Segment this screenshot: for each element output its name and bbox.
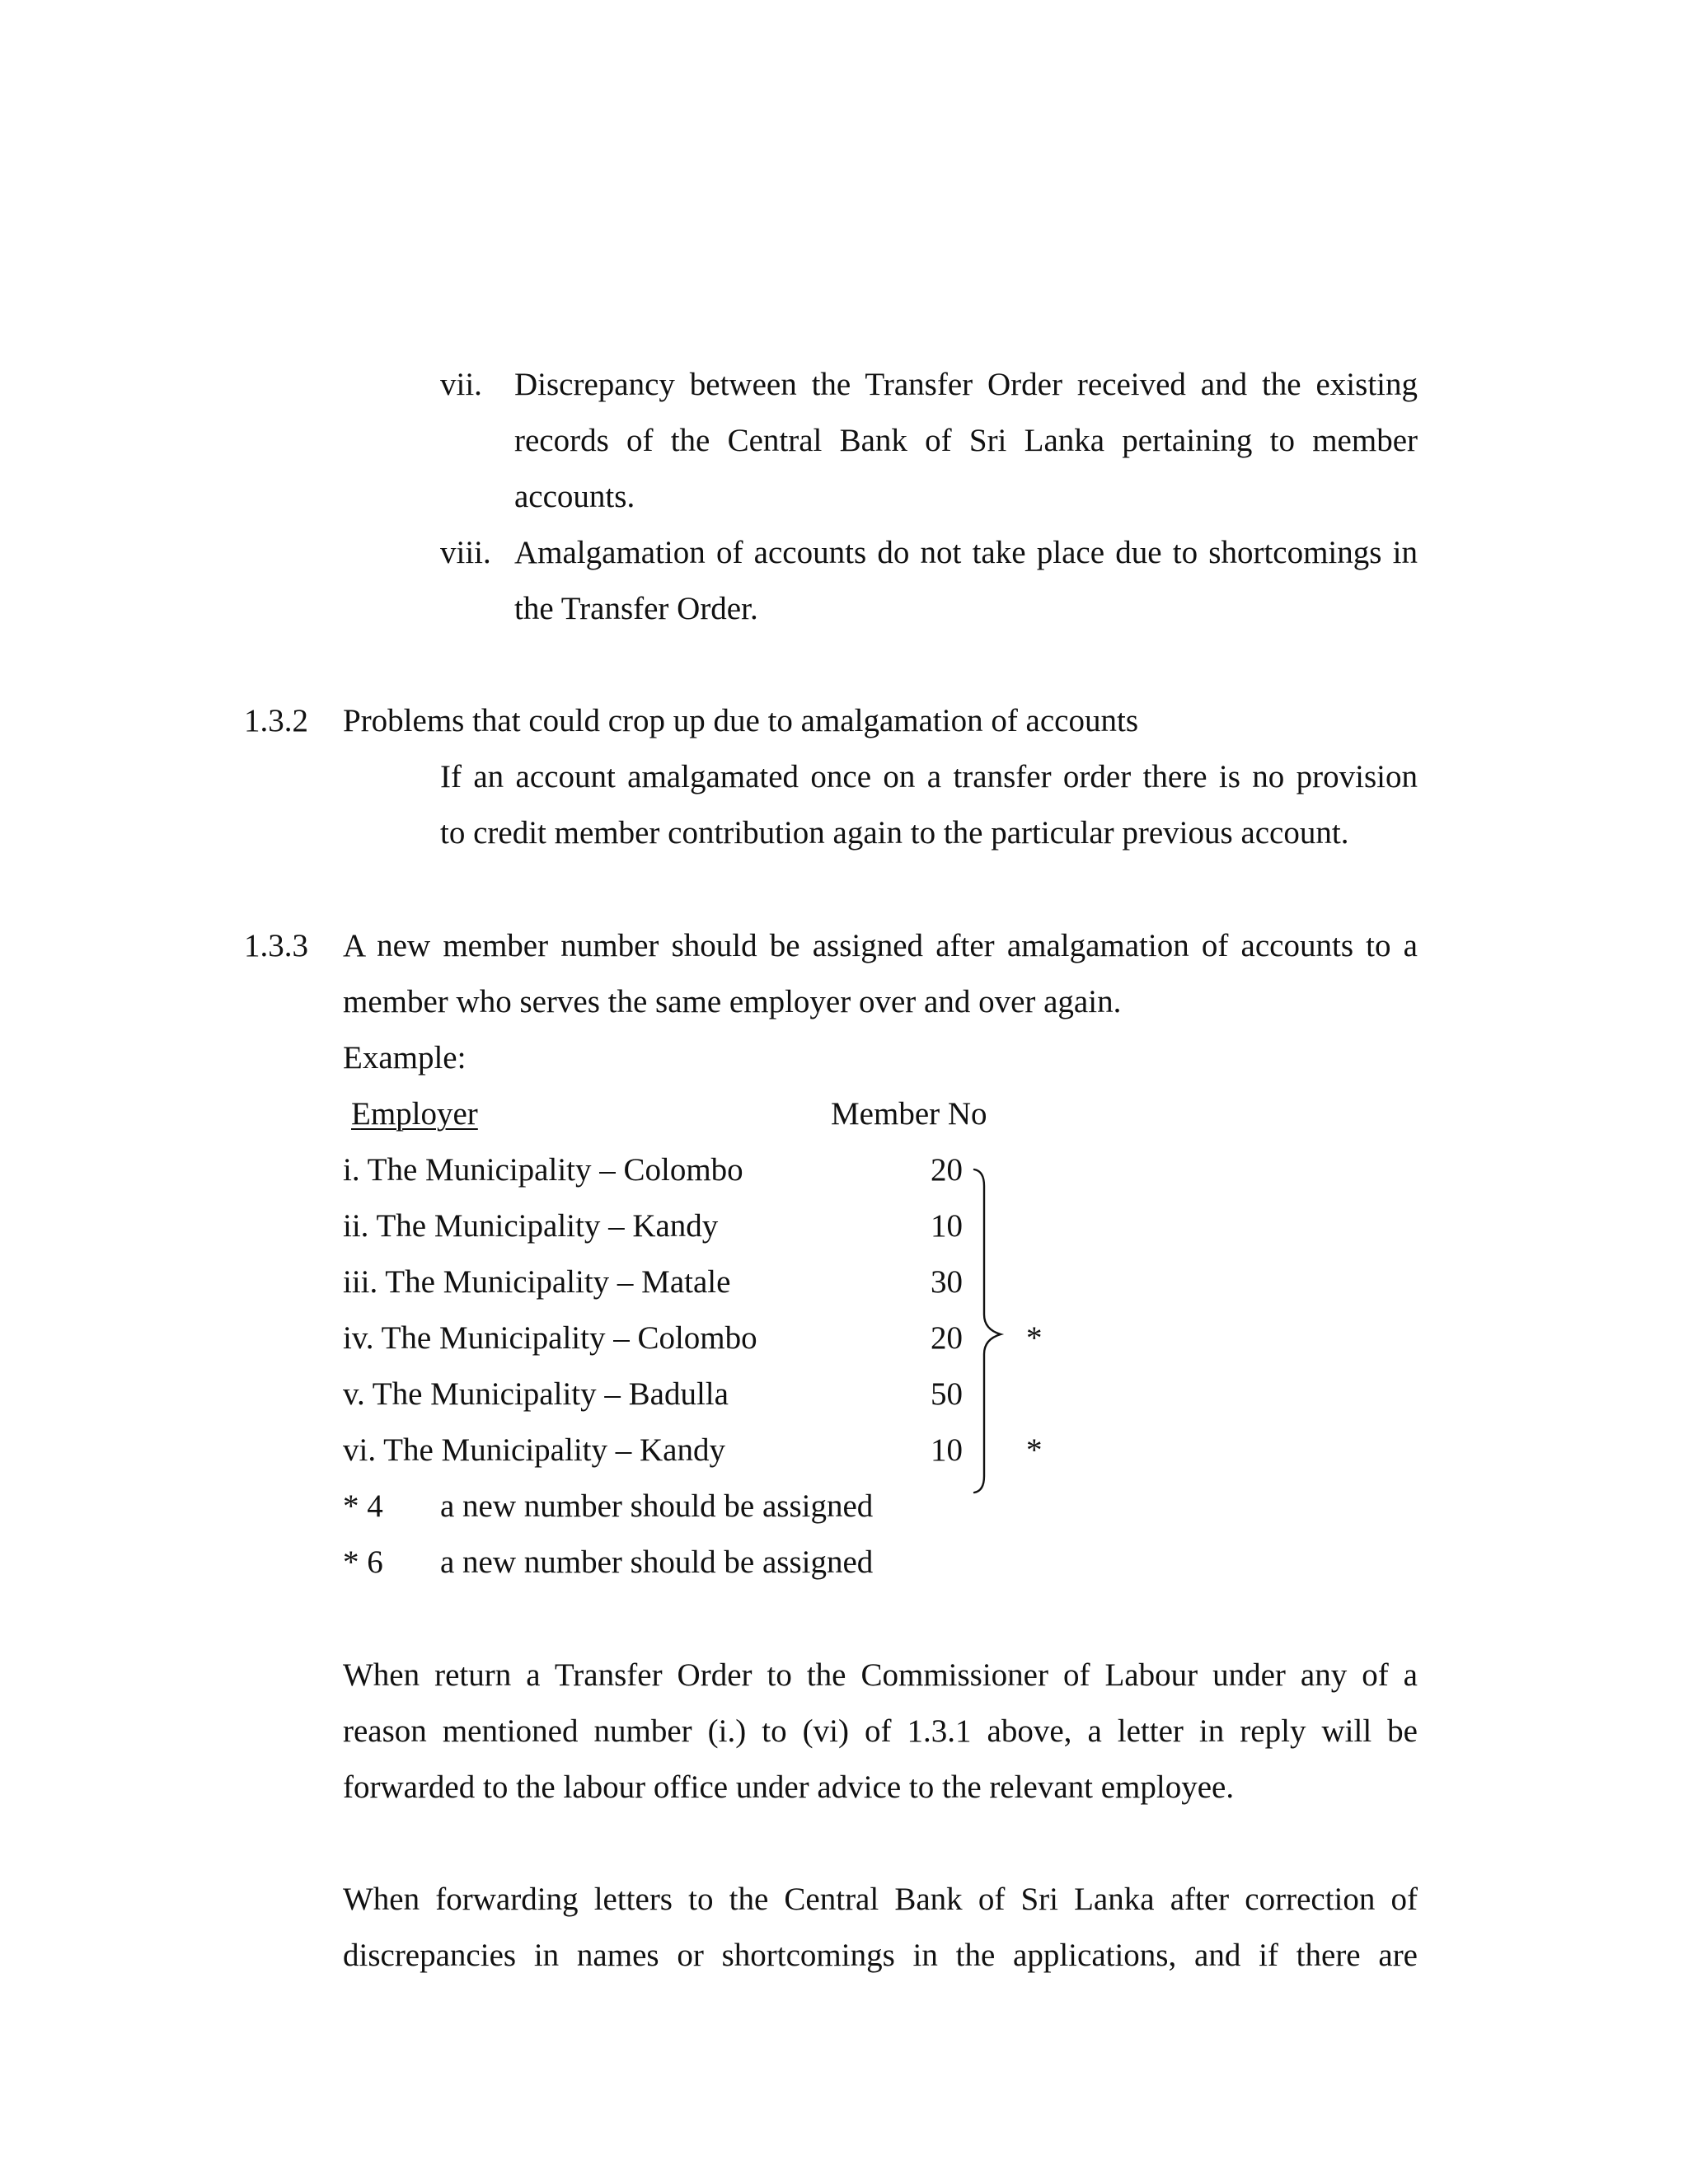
member-no-cell: 50 [931,1376,963,1412]
list-item-viii-line-1: Amalgamation of accounts do not take place due to shortcomings in [514,535,1418,570]
member-no-cell: 20 [931,1152,963,1188]
section-1-3-2-line-1: If an account amalgamated once on a transfer order there is no provision [440,759,1418,794]
example-label: Example: [343,1040,467,1076]
section-1-3-3-line-1: A new member number should be assigned after amalgamation of accounts to a [343,928,1418,963]
employer-cell: v. The Municipality – Badulla [343,1376,729,1412]
list-item-vii-line-3: accounts. [514,479,635,514]
curly-brace-icon [964,1166,1014,1496]
note-key: * 6 [343,1544,383,1580]
member-no-cell: 10 [931,1432,963,1468]
employer-cell: vi. The Municipality – Kandy [343,1432,725,1468]
employer-cell: iv. The Municipality – Colombo [343,1320,757,1356]
member-no-cell: 30 [931,1264,963,1300]
paragraph-return-line-1: When return a Transfer Order to the Commissioner of Labour under any of a [343,1657,1418,1693]
employer-cell: ii. The Municipality – Kandy [343,1208,719,1244]
list-item-vii-line-2: records of the Central Bank of Sri Lanka pertaining to member [514,423,1418,458]
member-no-cell: 20 [931,1320,963,1356]
column-header-employer: Employer [351,1096,478,1132]
paragraph-forwarding-line-2: discrepancies in names or shortcomings in the applications, and if there are [343,1938,1418,1973]
list-marker-viii: viii. [440,535,491,570]
asterisk-mark: * [1026,1432,1043,1468]
note-key: * 4 [343,1488,383,1524]
section-heading-1-3-2: Problems that could crop up due to amalgamation of accounts [343,703,1139,738]
employer-cell: i. The Municipality – Colombo [343,1152,743,1188]
asterisk-mark: * [1026,1320,1043,1356]
employer-cell: iii. The Municipality – Matale [343,1264,731,1300]
note-text: a new number should be assigned [440,1544,874,1580]
list-marker-vii: vii. [440,367,482,402]
list-item-viii-line-2: the Transfer Order. [514,591,758,626]
paragraph-return-line-3: forwarded to the labour office under advice to the relevant employee. [343,1769,1235,1805]
member-no-cell: 10 [931,1208,963,1244]
list-item-vii-line-1: Discrepancy between the Transfer Order received and the existing [514,367,1418,402]
section-number-1-3-3: 1.3.3 [244,928,308,963]
section-number-1-3-2: 1.3.2 [244,703,308,738]
note-text: a new number should be assigned [440,1488,874,1524]
paragraph-forwarding-line-1: When forwarding letters to the Central Bank of Sri Lanka after correction of [343,1882,1418,1917]
column-header-member-no: Member No [831,1096,987,1132]
paragraph-return-line-2: reason mentioned number (i.) to (vi) of 1.3.1 above, a letter in reply will be [343,1713,1418,1749]
section-1-3-3-line-2: member who serves the same employer over and over again. [343,984,1122,1019]
section-1-3-2-line-2: to credit member contribution again to the particular previous account. [440,815,1349,851]
